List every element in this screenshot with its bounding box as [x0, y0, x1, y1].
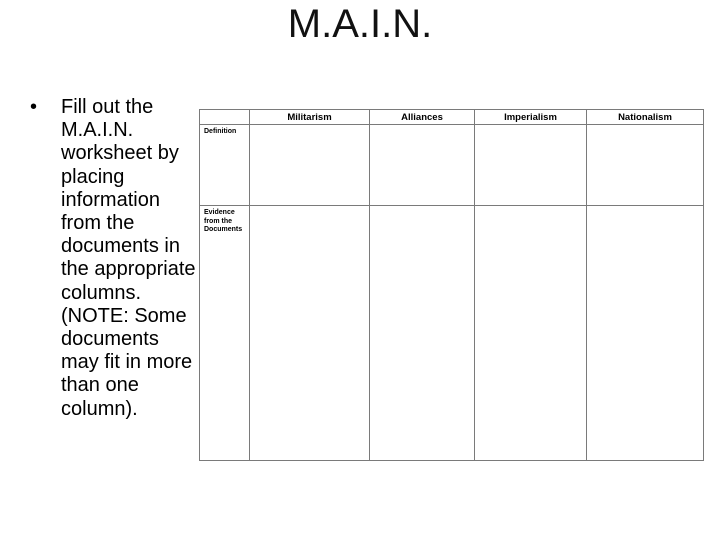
row-label-evidence: Evidence from the Documents — [200, 206, 250, 461]
main-worksheet-table — [199, 109, 704, 461]
definition-cell-imperialism[interactable] — [475, 125, 587, 206]
definition-cell-nationalism[interactable] — [587, 125, 704, 206]
corner-cell — [200, 110, 250, 125]
bullet-marker: • — [30, 96, 38, 118]
column-header-alliances: Alliances — [370, 110, 475, 125]
slide-title: M.A.I.N. — [287, 2, 433, 46]
column-header-imperialism: Imperialism — [475, 110, 587, 125]
column-header-nationalism: Nationalism — [587, 110, 704, 125]
evidence-cell-militarism[interactable] — [250, 206, 370, 461]
evidence-cell-alliances[interactable] — [370, 206, 475, 461]
instruction-text: Fill out the M.A.I.N. worksheet by placing information from the documents in the appropriate columns. (NOTE: Some documents may fit in more than one column). — [61, 96, 196, 420]
evidence-cell-nationalism[interactable] — [587, 206, 704, 461]
header-row — [200, 110, 704, 125]
evidence-cell-imperialism[interactable] — [475, 206, 587, 461]
definition-cell-alliances[interactable] — [370, 125, 475, 206]
definition-cell-militarism[interactable] — [250, 125, 370, 206]
column-header-militarism: Militarism — [250, 110, 370, 125]
evidence-row — [200, 206, 704, 461]
row-label-definition: Definition — [200, 125, 250, 206]
instruction-bullet — [30, 96, 200, 421]
definition-row — [200, 125, 704, 206]
